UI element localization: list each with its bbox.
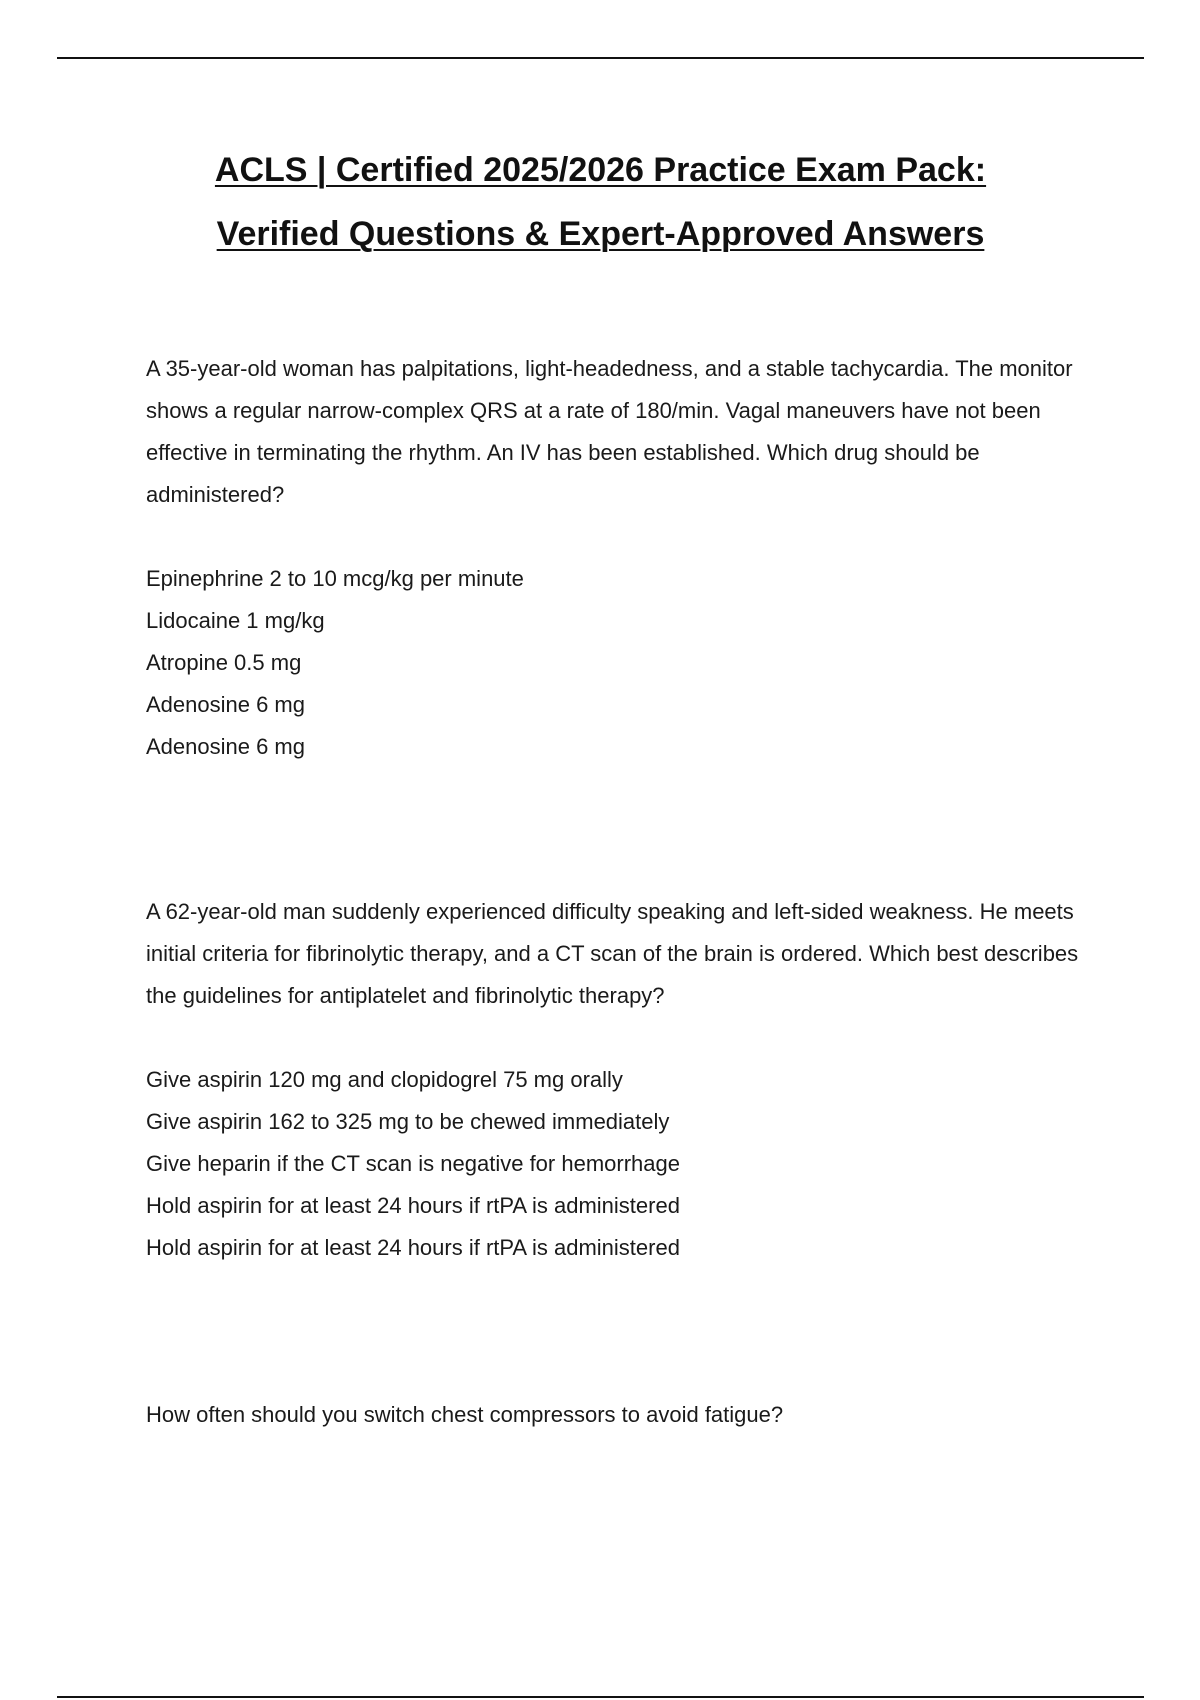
question-1 xyxy=(146,348,1086,768)
answer-option: Give heparin if the CT scan is negative for hemorrhage xyxy=(146,1151,680,1176)
answer-option: Epinephrine 2 to 10 mcg/kg per minute xyxy=(146,566,524,591)
question-3 xyxy=(146,1394,1086,1436)
answer-option: Adenosine 6 mg xyxy=(146,692,305,717)
answer-option: Atropine 0.5 mg xyxy=(146,650,302,675)
question-text: A 62-year-old man suddenly experienced difficulty speaking and left-sided weakness. He meets initial criteria for fibrinolytic therapy, and a CT scan of the brain is ordered. Which best describes the guidelines for antiplatelet and fibrinolytic therapy? xyxy=(146,899,1079,1008)
answer-option: Give aspirin 120 mg and clopidogrel 75 mg orally xyxy=(146,1067,623,1092)
bottom-divider xyxy=(57,1696,1144,1698)
page-title xyxy=(57,138,1144,266)
question-2 xyxy=(146,891,1086,1269)
question-text: A 35-year-old woman has palpitations, light-headedness, and a stable tachycardia. The monitor shows a regular narrow-complex QRS at a rate of 180/min. Vagal maneuvers have not been effective in terminating the rhythm. An IV has been established. Which drug should be administered? xyxy=(146,356,1073,507)
answer-option: Adenosine 6 mg xyxy=(146,734,305,759)
answer-options xyxy=(146,1059,1086,1269)
top-divider xyxy=(57,57,1144,59)
answer-option: Hold aspirin for at least 24 hours if rtPA is administered xyxy=(146,1193,680,1218)
title-line-2: Verified Questions & Expert-Approved Answers xyxy=(216,215,985,253)
answer-option: Lidocaine 1 mg/kg xyxy=(146,608,325,633)
title-line-1: ACLS | Certified 2025/2026 Practice Exam Pack: xyxy=(214,151,987,189)
answer-option: Hold aspirin for at least 24 hours if rtPA is administered xyxy=(146,1235,680,1260)
question-text: How often should you switch chest compressors to avoid fatigue? xyxy=(146,1402,784,1427)
answer-options xyxy=(146,558,1086,768)
answer-option: Give aspirin 162 to 325 mg to be chewed immediately xyxy=(146,1109,670,1134)
